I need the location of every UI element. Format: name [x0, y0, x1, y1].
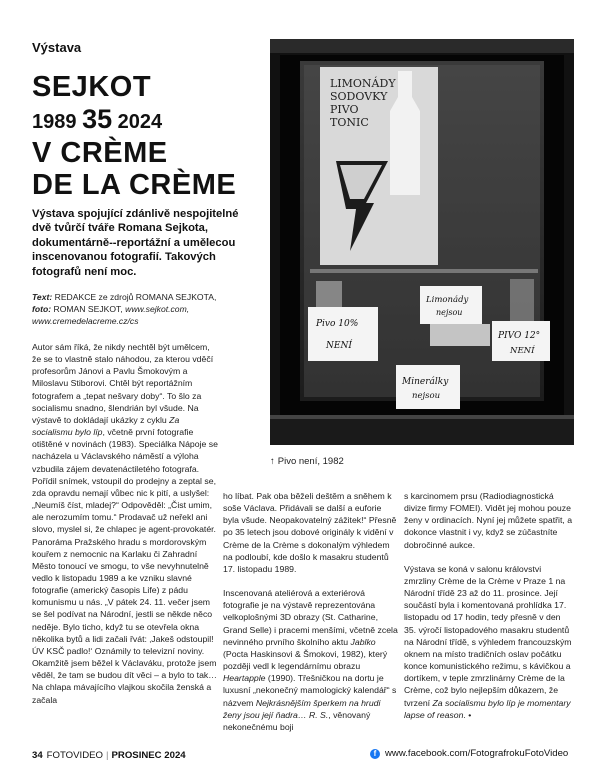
credits-url2[interactable]: www.cremedelacreme.cz/cs: [32, 316, 139, 327]
lead-paragraph: Výstava spojující zdánlivě nespojitelné dvě tvůrčí tváře Romana Sejkota, dokumentárně--reportážní a umělecou inscenovanou fotografií. Takových fotografů není moc.: [32, 208, 239, 278]
footer-separator: |: [106, 750, 109, 761]
arrow-up-icon: ↑: [270, 456, 275, 467]
col3-text-b: . •: [463, 709, 472, 720]
caption-text: Pivo není, 1982: [277, 456, 344, 467]
credits-text-label: Text:: [32, 292, 53, 302]
poster-line1: LIMONÁDY: [330, 77, 396, 90]
article-column-2: [223, 490, 398, 733]
section-label: Výstava: [32, 40, 82, 55]
sign-mineralky-line2: nejsou: [412, 391, 441, 401]
sign-mineralky: [396, 365, 460, 409]
col2-italic-3: Nejkrásnějším šperkem na hrudi ženy jsou její ňadra… R. S.: [223, 697, 381, 720]
credits-foto-value: ROMAN SEJKOT,: [53, 304, 123, 315]
col3-italic: Za socialismu bylo líp je momentary lapse of reason: [404, 697, 571, 720]
col2-text-c: (1990). Třešničkou na dortu je luxusní „nekonečný mamologický kalendář“ s názvem: [223, 673, 397, 708]
magazine-name: FOTOVIDEO: [46, 750, 103, 761]
year-start: 1989: [32, 111, 77, 133]
col3-paragraph-2: [404, 563, 574, 721]
sign-mineralky-line1: Minerálky: [402, 377, 449, 387]
sign-limonady: [420, 286, 482, 324]
photo-caption: [270, 456, 344, 467]
year-mid: 35: [82, 104, 113, 134]
issue-date: PROSINEC 2024: [111, 750, 186, 761]
col2-text-d: , věnovaný nekonečnému boji: [223, 709, 371, 732]
col1-text-b: , včetně první fotografie otištěné v novinách (1983). Speciálka Nápoje se nacházela u Václavského náměstí a výloha vzbudila zájem devatenáctiletého fotografa. Pořídil snímek, vstoupil do prodejny a zeptal se, zda opravdu nemají vůbec nic k pití, a uslyšel: „Neumíš číst, mladej?“ Odpověděl: „Čist umim, ale nerozumím tomu.“ Prodavač už neřekl ani slovo, myslel si, že chlapec je agent-provokatér. Panoráma Pražského hradu s mordorovským kouřem z nemocnic na Karlaku či Zahradní Město tonoucí ve smogu, to vše nevyhnutelně vedlo k listopadu 1989 a ke vzniku slavné fotografie (americký časopis Life) z pádu komunismu u nás. „V pátek 24. 11. večer jsem se šel podívat na Národní, jestli se někde něco neděje. Bylo ticho, když tu se otevřela okna několika bytů a lidi začali řvát: ‚Jakeš odstoupil! ÚV KSČ padlo!‘ Oznámily to televizní noviny. Okamžitě jsem běžel k Václaváku, protože jsem věděl, že tam se budou dít věci – a bylo to tak… Na chlapa mávajícího vlajkou skočila ženská a začala: [32, 427, 218, 705]
col3-text-a: Výstava se koná v salonu královstvi zmrzliny Crème de la Crème v Praze 1 na Národní třídě 23 až do 11. prosince. Její součástí byla i komentovaná prohlídka 17. listopadu od 17 hodin, tedy přesně v den 35. výročí listopadového masakru studentů na Národní třídě, s výhledem francouzským oknem na místo tradičních oslav počátku konce komunistického režimu, s kávičkou a dortíkem, v teple zmrzlinárny Crème de la Crème, což bylo nejlepším důkazem, že tvrzení: [404, 563, 572, 708]
col2-italic-1: Jablko: [350, 636, 376, 647]
page-number: 34: [32, 750, 43, 761]
sign-limonady-line2: nejsou: [436, 308, 463, 317]
sign-pivo10: [308, 307, 378, 361]
article-column-1: [32, 341, 218, 706]
col2-italic-2: Heartapple: [223, 673, 266, 684]
headline-years: [32, 104, 264, 137]
credits: [32, 291, 260, 328]
facebook-icon: f: [370, 749, 380, 759]
credits-url1[interactable]: www.sejkot.com,: [125, 304, 190, 315]
photo-illustration: [270, 39, 574, 445]
shop-window-photo: [270, 39, 574, 445]
sign-pivo12-line2: NENÍ: [510, 346, 535, 356]
headline-line4: DE LA CRÈME: [32, 169, 237, 201]
headline-line1: SEJKOT: [32, 71, 152, 103]
poster-line2: SODOVKY: [330, 90, 388, 103]
article-column-3: [404, 490, 574, 721]
facebook-url[interactable]: www.facebook.com/FotografrokuFotoVideo: [385, 748, 569, 759]
col1-text-a: Autor sám říká, že nikdy nechtěl být umělcem, že se to vlastně stalo náhodou, za kterou vděčí profesorům Jánovi a Pavlu Šmokovým a Miloslavu Stiborovi. Chtěl být reportážním fotografem a „tepat nešvary doby“. To šlo za socialismu snadno, šlendrián byl všude. Na výstavě to dokládají ukázky z cyklu: [32, 342, 214, 425]
credits-text-value: REDAKCE ze zdrojů ROMANA SEJKOTA,: [54, 292, 217, 302]
credits-foto-label: foto:: [32, 304, 52, 315]
sign-pivo10-line2: NENÍ: [326, 341, 352, 351]
col2-text-b: (Pocta Haskinsovi & Šmokovi, 1982), který později vedl k legendárnímu obrazu: [223, 648, 388, 672]
poster-line3: PIVO: [330, 103, 359, 116]
footer-left: [32, 750, 186, 761]
sign-pivo12-line1: PIVO 12°: [498, 331, 541, 341]
col2-text-a: Inscenovaná ateliérová a exteriérová fotografie je na výstavě reprezentována velkoplošnými 3D obrazy (St. Catharine, Grand Selle) i pracemi menšími, včetně zcela nevinného prvního školního aktu: [223, 588, 398, 647]
headline: [32, 72, 264, 201]
col3-paragraph-1: s karcinomem prsu (Radiodiagnostická divize firmy FOMEI). Vidět jej mohou pouze ženy v ordinacích. Nyní jej můžete spatřit, a dokonce vlastnit i vy, když se zúčastníte dobročinné aukce.: [404, 491, 573, 550]
col2-paragraph-1: ho líbat. Pak oba běželi deštěm a sněhem k soše Václava. Přidávali se další a euforie byla všude. Neopakovatelný zážitek!“ Přesně po 35 letech jsou dobové originály k vidění v Crème de la Crème s dokonalým výhledem na podloubí, kde došlo k masakru studentů 17. listopadu 1989.: [223, 491, 397, 574]
col1-italic: Za socialismu bylo líp: [32, 414, 180, 438]
col2-paragraph-2: [223, 587, 398, 733]
year-end: 2024: [117, 111, 163, 133]
poster-line4: TONIC: [330, 116, 369, 129]
headline-line3: V CRÈME: [32, 137, 168, 169]
footer-right: [370, 748, 568, 759]
sign-pivo10-line1: Pivo 10%: [316, 319, 359, 329]
sign-limonady-line1: Limonády: [426, 295, 469, 305]
col1-paragraph: [32, 341, 218, 706]
